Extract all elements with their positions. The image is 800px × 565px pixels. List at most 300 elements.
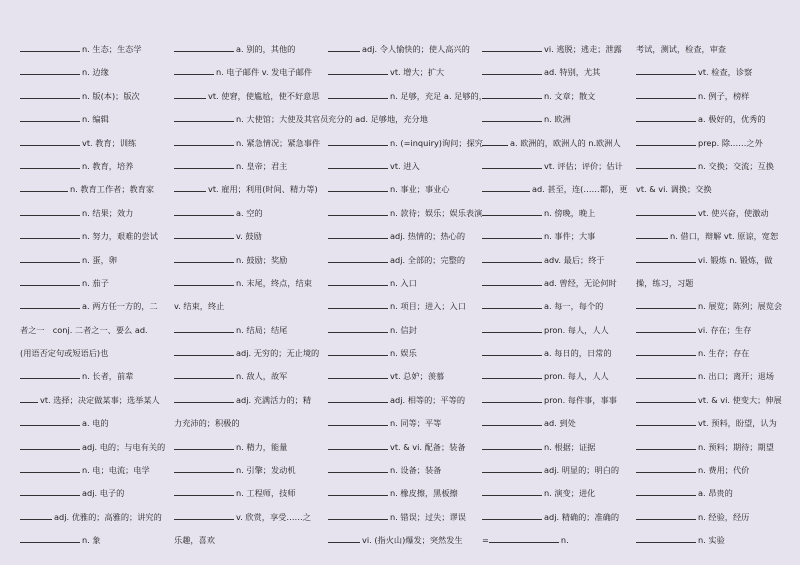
vocab-entry bbox=[482, 414, 630, 437]
vocab-entry bbox=[482, 87, 630, 110]
vocab-entry bbox=[174, 414, 322, 437]
answer-blank[interactable] bbox=[482, 299, 542, 309]
vocab-entry bbox=[636, 134, 784, 157]
entry-prefix: = bbox=[482, 535, 489, 546]
vocab-entry bbox=[482, 438, 630, 461]
answer-blank[interactable] bbox=[20, 369, 80, 379]
entry-definition: 考试，测试，检查，审查 bbox=[636, 44, 727, 54]
answer-blank[interactable] bbox=[482, 159, 542, 169]
entry-definition: pron. 每人，人人 bbox=[544, 324, 609, 335]
vocab-entry bbox=[174, 134, 322, 157]
answer-blank[interactable] bbox=[636, 136, 696, 146]
answer-blank[interactable] bbox=[328, 89, 388, 99]
entry-definition: n. 版(本)；版次 bbox=[82, 90, 140, 101]
entry-definition: ad. 特别，尤其 bbox=[544, 67, 601, 78]
vocab-entry bbox=[482, 391, 630, 414]
entry-definition: n. 信封 bbox=[390, 324, 417, 335]
column-2 bbox=[174, 40, 329, 555]
vocab-entry bbox=[328, 367, 476, 390]
answer-blank[interactable] bbox=[636, 346, 696, 356]
answer-blank[interactable] bbox=[174, 112, 234, 122]
answer-blank[interactable] bbox=[328, 136, 388, 146]
answer-blank[interactable] bbox=[636, 323, 696, 333]
answer-blank[interactable] bbox=[20, 65, 80, 75]
vocab-entry bbox=[20, 344, 168, 367]
entry-definition: n. 鼓励；奖励 bbox=[236, 254, 288, 265]
answer-blank[interactable] bbox=[328, 440, 388, 450]
vocab-entry bbox=[482, 461, 630, 484]
answer-blank[interactable] bbox=[328, 276, 388, 286]
answer-blank[interactable] bbox=[636, 416, 696, 426]
entry-definition: vt. 预料，盼望，认为 bbox=[698, 418, 777, 429]
entry-definition: n. 电子邮件 v. 发电子邮件 bbox=[216, 67, 313, 78]
vocab-entry bbox=[482, 531, 630, 554]
answer-blank[interactable] bbox=[174, 486, 234, 496]
answer-blank[interactable] bbox=[482, 253, 542, 263]
entry-definition: n. 精力，能量 bbox=[236, 441, 288, 452]
entry-definition: n. 例子，榜样 bbox=[698, 90, 750, 101]
answer-blank[interactable] bbox=[20, 229, 80, 239]
vocab-entry bbox=[20, 180, 168, 203]
entry-definition: n. 借口，辩解 vt. 原谅，宽恕 bbox=[670, 231, 779, 242]
vocab-entry bbox=[174, 251, 322, 274]
entry-definition: n. 末尾，终点，结束 bbox=[236, 277, 312, 288]
answer-blank[interactable] bbox=[482, 65, 542, 75]
vocab-entry bbox=[20, 251, 168, 274]
vocab-entry bbox=[174, 157, 322, 180]
entry-definition: a. 欧洲的，欧洲人的 n.欧洲人 bbox=[510, 137, 621, 148]
vocab-entry bbox=[328, 204, 483, 227]
answer-blank[interactable] bbox=[20, 486, 80, 496]
vocab-entry bbox=[482, 274, 630, 297]
entry-definition: adj. 相等的；平等的 bbox=[390, 394, 466, 405]
answer-blank[interactable] bbox=[20, 533, 80, 543]
answer-blank[interactable] bbox=[174, 42, 234, 52]
vocab-entry bbox=[482, 110, 630, 133]
entry-definition: vi. 逃脱；逃走；泄露 bbox=[544, 44, 622, 54]
answer-blank[interactable] bbox=[482, 369, 542, 379]
vocab-entry bbox=[328, 531, 476, 554]
answer-blank[interactable] bbox=[20, 299, 80, 309]
column-3 bbox=[328, 40, 487, 555]
answer-blank[interactable] bbox=[328, 369, 388, 379]
vocab-entry bbox=[328, 157, 476, 180]
entry-definition: vt. & vi. 配备；装备 bbox=[390, 441, 466, 452]
answer-blank[interactable] bbox=[174, 159, 234, 169]
answer-blank[interactable] bbox=[328, 533, 360, 543]
vocab-entry bbox=[174, 110, 329, 133]
vocab-entry bbox=[636, 63, 784, 86]
entry-definition: n. 事业；事业心 bbox=[390, 184, 450, 195]
answer-blank[interactable] bbox=[174, 323, 234, 333]
entry-definition: a. 昂贵的 bbox=[698, 488, 733, 499]
answer-blank[interactable] bbox=[482, 229, 542, 239]
entry-definition: 操，练习，习题 bbox=[636, 277, 694, 288]
vocab-entry bbox=[20, 227, 168, 250]
answer-blank[interactable] bbox=[328, 346, 388, 356]
entry-definition: a. 别的，其他的 bbox=[236, 44, 296, 54]
vocab-entry bbox=[20, 391, 168, 414]
answer-blank[interactable] bbox=[20, 89, 80, 99]
vocab-entry bbox=[328, 461, 476, 484]
answer-blank[interactable] bbox=[174, 440, 234, 450]
answer-blank[interactable] bbox=[174, 253, 234, 263]
vocab-entry bbox=[20, 321, 168, 344]
entry-definition: adj. 热情的；热心的 bbox=[390, 231, 466, 242]
entry-definition: v. 鼓励 bbox=[236, 231, 262, 242]
answer-blank[interactable] bbox=[174, 182, 206, 192]
entry-definition: vt. & vi. 调换；交换 bbox=[636, 184, 712, 195]
entry-definition: pron. 每件事，事事 bbox=[544, 394, 617, 405]
answer-blank[interactable] bbox=[482, 393, 542, 403]
entry-definition: adj. 明显的；明白的 bbox=[544, 465, 620, 476]
entry-definition: ad. 到处 bbox=[544, 418, 576, 429]
vocab-entry bbox=[174, 180, 322, 203]
answer-blank[interactable] bbox=[482, 182, 530, 192]
vocab-entry bbox=[482, 40, 630, 63]
answer-blank[interactable] bbox=[636, 393, 696, 403]
vocab-entry bbox=[20, 110, 168, 133]
answer-blank[interactable] bbox=[636, 65, 696, 75]
entry-definition: n. 大使馆；大使及其官员 bbox=[236, 114, 329, 125]
answer-blank[interactable] bbox=[328, 206, 388, 216]
answer-blank[interactable] bbox=[482, 276, 542, 286]
answer-blank[interactable] bbox=[636, 112, 696, 122]
answer-blank[interactable] bbox=[174, 393, 234, 403]
entry-definition: adv. 最后；终于 bbox=[544, 254, 605, 265]
entry-definition: n. 引擎；发动机 bbox=[236, 465, 296, 476]
vocab-entry bbox=[482, 63, 630, 86]
answer-blank[interactable] bbox=[174, 65, 214, 75]
vocab-entry bbox=[20, 274, 168, 297]
vocab-entry bbox=[20, 40, 168, 63]
answer-blank[interactable] bbox=[636, 206, 696, 216]
vocab-entry bbox=[20, 297, 168, 320]
column-5 bbox=[636, 40, 784, 555]
vocab-entry bbox=[636, 508, 784, 531]
entry-definition: adj. 电的；与电有关的 bbox=[82, 441, 166, 452]
vocab-entry bbox=[636, 461, 784, 484]
vocab-entry bbox=[328, 391, 476, 414]
vocab-entry bbox=[174, 438, 322, 461]
entry-definition: vt. 检查，诊察 bbox=[698, 67, 753, 78]
answer-blank[interactable] bbox=[174, 510, 234, 520]
answer-blank[interactable] bbox=[20, 416, 80, 426]
vocab-entry bbox=[174, 63, 322, 86]
vocab-entry bbox=[636, 157, 784, 180]
answer-blank[interactable] bbox=[636, 159, 696, 169]
vocab-entry bbox=[636, 274, 784, 297]
vocab-entry bbox=[174, 508, 322, 531]
answer-blank[interactable] bbox=[636, 89, 696, 99]
vocab-entry bbox=[482, 508, 630, 531]
answer-blank[interactable] bbox=[20, 276, 80, 286]
entry-definition: vt. 进入 bbox=[390, 160, 420, 171]
vocab-entry bbox=[328, 344, 476, 367]
vocab-entry bbox=[20, 484, 168, 507]
answer-blank[interactable] bbox=[328, 65, 388, 75]
vocab-entry bbox=[174, 367, 322, 390]
answer-blank[interactable] bbox=[636, 253, 696, 263]
entry-definition: n. 预料；期待；期望 bbox=[698, 441, 774, 452]
answer-blank[interactable] bbox=[20, 440, 80, 450]
answer-blank[interactable] bbox=[482, 486, 542, 496]
entry-definition: n. 足够，充足 a. 足够的， bbox=[390, 90, 487, 101]
answer-blank[interactable] bbox=[482, 323, 542, 333]
entry-definition: a. 两方任一方的，二 bbox=[82, 301, 158, 312]
entry-definition: n. 边缘 bbox=[82, 67, 109, 78]
entry-definition: n. 同等；平等 bbox=[390, 418, 442, 429]
vocab-entry bbox=[482, 251, 630, 274]
vocab-entry bbox=[636, 227, 784, 250]
entry-definition: vt. 雇用；利用(时间、精力等) bbox=[208, 184, 318, 195]
entry-definition: v. 结束，终止 bbox=[174, 301, 225, 312]
vocab-entry bbox=[482, 157, 630, 180]
vocab-entry bbox=[636, 180, 784, 203]
answer-blank[interactable] bbox=[174, 136, 234, 146]
answer-blank[interactable] bbox=[482, 112, 542, 122]
answer-blank[interactable] bbox=[328, 393, 388, 403]
entry-definition: a. 每日的，日常的 bbox=[544, 348, 612, 359]
vocab-entry bbox=[636, 204, 784, 227]
answer-blank[interactable] bbox=[20, 253, 80, 263]
entry-definition: n. 橡皮擦，黑板擦 bbox=[390, 488, 458, 499]
entry-definition: prep. 除……之外 bbox=[698, 137, 763, 148]
vocab-entry bbox=[20, 461, 168, 484]
vocab-entry bbox=[328, 110, 476, 133]
vocab-entry bbox=[328, 63, 476, 86]
vocab-entry bbox=[636, 297, 784, 320]
entry-definition: n. 敌人，故军 bbox=[236, 371, 288, 382]
answer-blank[interactable] bbox=[482, 89, 542, 99]
vocab-entry bbox=[636, 110, 784, 133]
answer-blank[interactable] bbox=[174, 463, 234, 473]
entry-definition: adj. 全部的；完整的 bbox=[390, 254, 466, 265]
vocab-entry bbox=[636, 40, 784, 63]
answer-blank[interactable] bbox=[174, 276, 234, 286]
answer-blank[interactable] bbox=[482, 206, 542, 216]
answer-blank[interactable] bbox=[20, 112, 80, 122]
entry-definition: vt. 使窘，使尴尬，使不好意思 bbox=[208, 90, 320, 101]
vocab-entry bbox=[20, 87, 168, 110]
answer-blank[interactable] bbox=[636, 510, 696, 520]
entry-definition: 乐趣，喜欢 bbox=[174, 535, 215, 546]
vocab-entry bbox=[174, 461, 322, 484]
vocab-entry bbox=[636, 414, 784, 437]
entry-definition: n. 演变；进化 bbox=[544, 488, 596, 499]
entry-definition: a. 电的 bbox=[82, 418, 109, 429]
entry-definition: n. 欧洲 bbox=[544, 114, 571, 125]
answer-blank[interactable] bbox=[174, 206, 234, 216]
vocab-entry bbox=[328, 297, 476, 320]
vocab-entry bbox=[174, 297, 322, 320]
answer-blank[interactable] bbox=[482, 42, 542, 52]
vocab-entry bbox=[20, 157, 168, 180]
entry-definition: n. 教育，培养 bbox=[82, 160, 134, 171]
entry-definition: v. 欣赏，享受……之 bbox=[236, 511, 311, 522]
entry-definition: vt. 使兴奋，使激动 bbox=[698, 207, 769, 218]
entry-definition: n. 错误；过失；谬误 bbox=[390, 511, 466, 522]
entry-definition: vt. 总妒；羡慕 bbox=[390, 371, 445, 382]
vocab-entry bbox=[174, 344, 322, 367]
answer-blank[interactable] bbox=[489, 533, 559, 543]
answer-blank[interactable] bbox=[20, 393, 38, 403]
vocab-entry bbox=[20, 204, 168, 227]
answer-blank[interactable] bbox=[328, 299, 388, 309]
entry-definition: vt. 选择；决定做某事；选举某人 bbox=[40, 394, 160, 405]
vocab-entry bbox=[636, 344, 784, 367]
entry-definition: vi. 存在；生存 bbox=[698, 324, 752, 335]
entry-definition: n. 傍晚，晚上 bbox=[544, 207, 596, 218]
vocab-entry bbox=[328, 227, 476, 250]
entry-definition: n. bbox=[560, 535, 569, 546]
entry-definition: 充分的 ad. 足够地，充分地 bbox=[328, 114, 428, 125]
entry-definition: n. 结局；结尾 bbox=[236, 324, 288, 335]
entry-definition: adj. 充满活力的；精 bbox=[236, 394, 312, 405]
vocab-entry bbox=[636, 391, 784, 414]
entry-definition: n. 款待；娱乐；娱乐表演 bbox=[390, 207, 483, 218]
answer-blank[interactable] bbox=[20, 182, 68, 192]
vocab-entry bbox=[20, 367, 168, 390]
entry-definition: vt. 增大；扩大 bbox=[390, 67, 445, 78]
entry-definition: n. 长者，前辈 bbox=[82, 371, 134, 382]
answer-blank[interactable] bbox=[174, 369, 234, 379]
answer-blank[interactable] bbox=[636, 299, 696, 309]
entry-definition: n. 根据；证据 bbox=[544, 441, 596, 452]
vocab-entry bbox=[328, 438, 476, 461]
vocab-entry bbox=[20, 531, 168, 554]
entry-definition: n. 设备；装备 bbox=[390, 465, 442, 476]
vocab-entry bbox=[328, 508, 476, 531]
answer-blank[interactable] bbox=[20, 206, 80, 216]
answer-blank[interactable] bbox=[328, 182, 388, 192]
vocab-entry bbox=[174, 204, 322, 227]
answer-blank[interactable] bbox=[328, 463, 388, 473]
answer-blank[interactable] bbox=[328, 416, 388, 426]
answer-blank[interactable] bbox=[174, 89, 206, 99]
entry-definition: a. 空的 bbox=[236, 207, 263, 218]
entry-definition: (用语否定句或短语后)也 bbox=[20, 348, 109, 359]
answer-blank[interactable] bbox=[636, 463, 696, 473]
answer-blank[interactable] bbox=[636, 486, 696, 496]
entry-definition: vt. 评估；评价；估计 bbox=[544, 160, 623, 171]
vocab-entry bbox=[482, 180, 630, 203]
entry-definition: vi. (指火山)爆发；突然发生 bbox=[362, 535, 463, 546]
vocab-entry bbox=[636, 321, 784, 344]
answer-blank[interactable] bbox=[20, 42, 80, 52]
answer-blank[interactable] bbox=[328, 486, 388, 496]
entry-definition: 力充沛的；积极的 bbox=[174, 418, 240, 429]
column-4 bbox=[482, 40, 630, 555]
vocab-entry bbox=[174, 391, 322, 414]
vocab-entry bbox=[174, 484, 322, 507]
vocab-entry bbox=[482, 484, 630, 507]
vocab-entry bbox=[20, 414, 168, 437]
entry-definition: ad. 曾经，无论何时 bbox=[544, 277, 617, 288]
answer-blank[interactable] bbox=[482, 510, 542, 520]
entry-definition: n. (=inquiry)询问；探究 bbox=[390, 137, 483, 148]
answer-blank[interactable] bbox=[482, 416, 542, 426]
entry-definition: adj. 电子的 bbox=[82, 488, 125, 499]
vocab-entry bbox=[328, 87, 487, 110]
vocab-entry bbox=[636, 367, 784, 390]
answer-blank[interactable] bbox=[328, 159, 388, 169]
answer-blank[interactable] bbox=[328, 253, 388, 263]
entry-definition: n. 实验 bbox=[698, 535, 725, 546]
vocab-entry bbox=[636, 251, 784, 274]
answer-blank[interactable] bbox=[20, 136, 80, 146]
vocab-entry bbox=[482, 367, 630, 390]
vocab-entry bbox=[482, 297, 630, 320]
answer-blank[interactable] bbox=[636, 369, 696, 379]
vocab-entry bbox=[328, 274, 476, 297]
answer-blank[interactable] bbox=[174, 229, 234, 239]
answer-blank[interactable] bbox=[482, 463, 542, 473]
vocab-entry bbox=[174, 227, 322, 250]
vocab-entry bbox=[636, 87, 784, 110]
entry-definition: adj. 优雅的；高雅的；讲究的 bbox=[54, 511, 162, 522]
entry-definition: n. 蛋，卵 bbox=[82, 254, 117, 265]
answer-blank[interactable] bbox=[174, 346, 234, 356]
entry-definition: adj. 精确的；准确的 bbox=[544, 511, 620, 522]
vocab-entry bbox=[482, 344, 630, 367]
entry-definition: ad. 甚至，连(……都)，更 bbox=[532, 184, 628, 195]
vocab-entry bbox=[20, 438, 168, 461]
vocab-entry bbox=[482, 204, 630, 227]
vocab-entry bbox=[328, 134, 483, 157]
entry-definition: adj. 无穷的；无止境的 bbox=[236, 348, 320, 359]
answer-blank[interactable] bbox=[328, 42, 360, 52]
vocab-entry bbox=[636, 531, 784, 554]
answer-blank[interactable] bbox=[636, 440, 696, 450]
entry-definition: n. 娱乐 bbox=[390, 348, 417, 359]
vocab-entry bbox=[20, 134, 168, 157]
entry-definition: n. 费用；代价 bbox=[698, 465, 750, 476]
entry-definition: n. 入口 bbox=[390, 277, 417, 288]
answer-blank[interactable] bbox=[20, 159, 80, 169]
entry-definition: a. 每一，每个的 bbox=[544, 301, 604, 312]
entry-definition: n. 出口；离开；退场 bbox=[698, 371, 774, 382]
vocab-entry bbox=[20, 508, 168, 531]
vocab-entry bbox=[636, 484, 784, 507]
vocab-entry bbox=[328, 40, 476, 63]
answer-blank[interactable] bbox=[636, 533, 696, 543]
answer-blank[interactable] bbox=[636, 229, 668, 239]
answer-blank[interactable] bbox=[20, 463, 80, 473]
entry-definition: n. 电；电流；电学 bbox=[82, 465, 150, 476]
entry-definition: n. 项目；进入；入口 bbox=[390, 301, 466, 312]
entry-definition: n. 结果；效力 bbox=[82, 207, 134, 218]
entry-definition: n. 紧急情况；紧急事件 bbox=[236, 137, 321, 148]
entry-definition: vi. 锻炼 n. 锻炼，做 bbox=[698, 254, 773, 265]
answer-blank[interactable] bbox=[20, 510, 52, 520]
vocab-entry bbox=[328, 484, 476, 507]
entry-definition: n. 努力，艰难的尝试 bbox=[82, 231, 158, 242]
answer-blank[interactable] bbox=[482, 136, 508, 146]
vocab-entry bbox=[174, 87, 322, 110]
vocab-entry bbox=[482, 321, 630, 344]
vocab-entry bbox=[328, 414, 476, 437]
answer-blank[interactable] bbox=[328, 323, 388, 333]
entry-definition: vt. & vi. 使变大；伸展 bbox=[698, 394, 782, 405]
vocab-entry bbox=[328, 321, 476, 344]
answer-blank[interactable] bbox=[328, 229, 388, 239]
vocab-entry bbox=[328, 180, 476, 203]
answer-blank[interactable] bbox=[482, 440, 542, 450]
answer-blank[interactable] bbox=[482, 346, 542, 356]
answer-blank[interactable] bbox=[328, 510, 388, 520]
entry-definition: n. 文章；散文 bbox=[544, 90, 596, 101]
